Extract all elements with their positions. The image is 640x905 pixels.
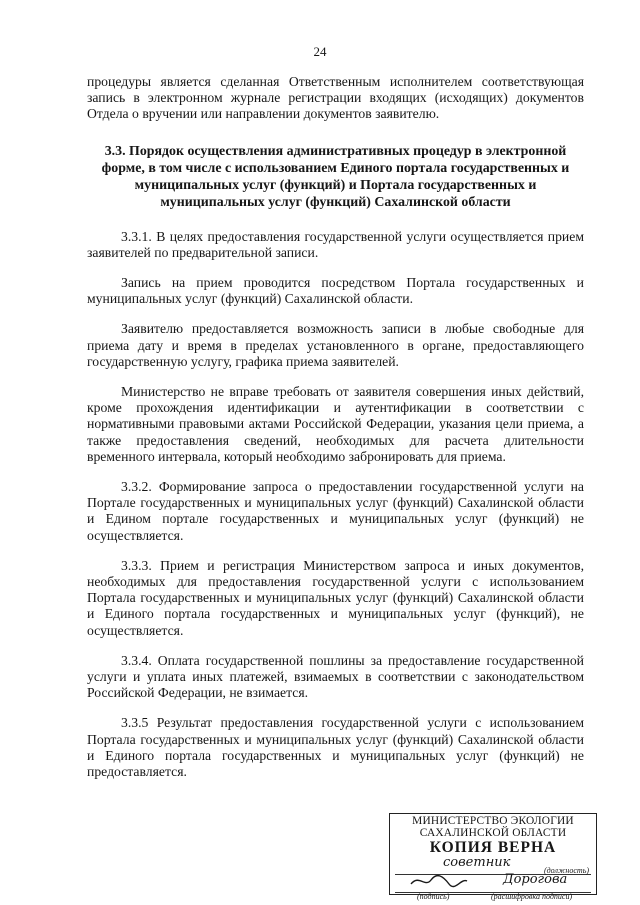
stamp-name-handwritten: Дорогова bbox=[503, 872, 568, 887]
stamp-ministry: МИНИСТЕРСТВО ЭКОЛОГИИ bbox=[412, 815, 574, 827]
stamp-position-handwritten: советник bbox=[443, 855, 511, 870]
certified-copy-stamp bbox=[389, 813, 597, 901]
paragraph-3-3-4: 3.3.4. Оплата государственной пошлины за предоставление государственной услуги и уплата иных платежей, взимаемых в соответствии с законодательством Российской Федерации, не взимается. bbox=[87, 652, 584, 701]
stamp-signature-row bbox=[395, 872, 591, 892]
document-body bbox=[87, 74, 584, 780]
paragraph-3-3-3: 3.3.3. Прием и регистрация Министерством запроса и иных документов, необходимых для предоставления государственной услуги с использованием Портала государственных и муниципальных услуг (функций) Сахалинской области и Единого портала государственных и муниципальных услуг (функций), не осуществляется. bbox=[87, 557, 584, 638]
stamp-position-caption: (должность) bbox=[543, 866, 589, 875]
page-number: 24 bbox=[313, 44, 327, 59]
stamp-name-caption: (расшифровка подписи) bbox=[491, 892, 573, 901]
paragraph-3-3-1: 3.3.1. В целях предоставления государственной услуги осуществляется прием заявителей по предварительной записи. bbox=[87, 228, 584, 260]
paragraph-appointment-portal: Запись на прием проводится посредством Портала государственных и муниципальных услуг (функций) Сахалинской области. bbox=[87, 275, 584, 307]
paragraph-continuation: процедуры является сделанная Ответственным исполнителем соответствующая запись в электронном журнале регистрации входящих (исходящих) документов Отдела о вручении или направлении документов заявителю. bbox=[87, 74, 584, 122]
paragraph-ministry-restrictions: Министерство не вправе требовать от заявителя совершения иных действий, кроме прохождения идентификации и аутентификации в соответствии с нормативными правовыми актами Российской Федерации, указания цели приема, а также предоставления сведений, необходимых для расчета длительности временного интервала, который необходимо забронировать для приема. bbox=[87, 384, 584, 464]
stamp-region: САХАЛИНСКОЙ ОБЛАСТИ bbox=[419, 826, 567, 839]
paragraph-appointment-time: Заявителю предоставляется возможность записи в любые свободные для приема дату и время в пределах установленного в органе, предоставляющего государственную услугу, графика приема заявителей. bbox=[87, 321, 584, 369]
paragraph-3-3-5: 3.3.5 Результат предоставления государственной услуги с использованием Портала государственных и муниципальных услуг (функций) Сахалинской области и Единого портала государственных и муниципальных услуг (функций) не предоставляется. bbox=[87, 715, 584, 780]
paragraph-3-3-2: 3.3.2. Формирование запроса о предоставлении государственной услуги на Портале государственных и муниципальных услуг (функций) Сахалинской области и Едином портале государственных и муниципальных услуг (функций) не осуществляется. bbox=[87, 479, 584, 543]
stamp-copy-certified: КОПИЯ ВЕРНА bbox=[429, 839, 557, 856]
section-heading: 3.3. Порядок осуществления административных процедур в электронной форме, в том числе с использованием Единого портала государственных и муниципальных услуг (функций) и Портала государственных и муниципальных услуг (функций) Сахалинской области bbox=[101, 143, 570, 210]
stamp-signature-caption: (подпись) bbox=[417, 892, 450, 901]
stamp-caption-row bbox=[395, 892, 591, 903]
signature-icon bbox=[409, 872, 469, 890]
